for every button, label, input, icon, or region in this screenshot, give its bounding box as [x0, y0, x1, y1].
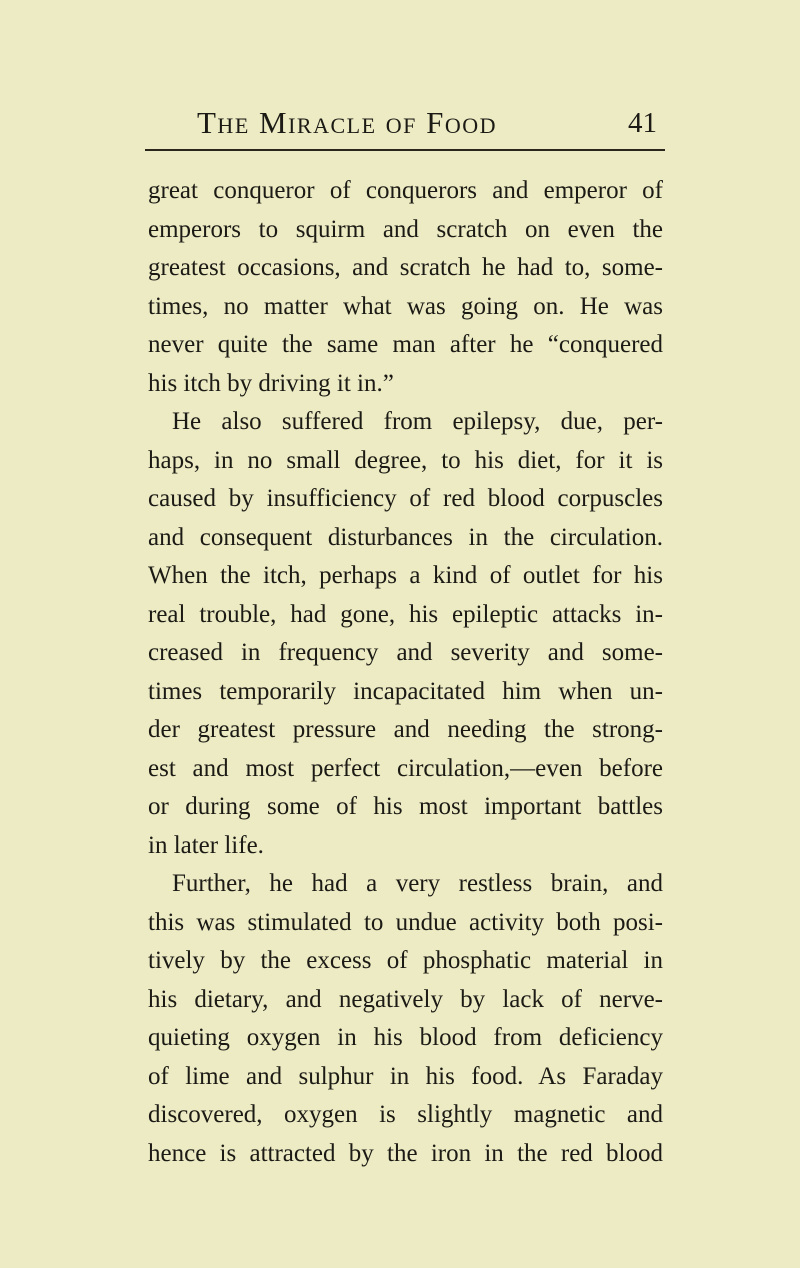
- text-line: never quite the same man after he “conquered: [148, 331, 663, 358]
- text-line: his itch by driving it in.”: [148, 369, 394, 397]
- text-line: der greatest pressure and needing the strong-: [148, 716, 663, 743]
- text-line: or during some of his most important battles: [148, 793, 663, 820]
- text-line: and consequent disturbances in the circulation.: [148, 523, 663, 551]
- text-line: in later life.: [148, 831, 264, 859]
- text-line: caused by insufficiency of red blood corpuscles: [148, 485, 663, 512]
- text-line: creased in frequency and severity and some-: [148, 639, 663, 666]
- body-text: [148, 172, 663, 1173]
- text-line: emperors to squirm and scratch on even the: [148, 215, 663, 243]
- page-number: 41: [628, 107, 657, 139]
- text-line: est and most perfect circulation,—even before: [148, 754, 663, 782]
- text-line: tively by the excess of phosphatic material in: [148, 947, 663, 974]
- text-line: great conqueror of conquerors and emperor of: [148, 177, 663, 204]
- text-line: He also suffered from epilepsy, due, per-: [172, 408, 663, 435]
- text-line: times, no matter what was going on. He was: [148, 292, 663, 320]
- text-line: times temporarily incapacitated him when un-: [148, 677, 663, 705]
- text-line: haps, in no small degree, to his diet, for it is: [148, 446, 663, 474]
- text-line: hence is attracted by the iron in the red blood: [148, 1139, 663, 1167]
- text-line: discovered, oxygen is slightly magnetic and: [148, 1101, 663, 1128]
- text-line: this was stimulated to undue activity both posi-: [148, 908, 663, 936]
- running-title: The Miracle of Food: [197, 105, 498, 140]
- text-line: quieting oxygen in his blood from deficiency: [148, 1024, 663, 1051]
- text-line: When the itch, perhaps a kind of outlet for his: [148, 562, 663, 589]
- text-line: of lime and sulphur in his food. As Faraday: [148, 1062, 663, 1090]
- text-line: greatest occasions, and scratch he had to, some-: [148, 254, 663, 281]
- running-head: [145, 103, 665, 143]
- text-line: Further, he had a very restless brain, and: [172, 870, 663, 897]
- text-line: real trouble, had gone, his epileptic attacks in-: [148, 600, 663, 628]
- text-line: his dietary, and negatively by lack of nerve-: [148, 985, 663, 1013]
- header-rule: [145, 149, 665, 151]
